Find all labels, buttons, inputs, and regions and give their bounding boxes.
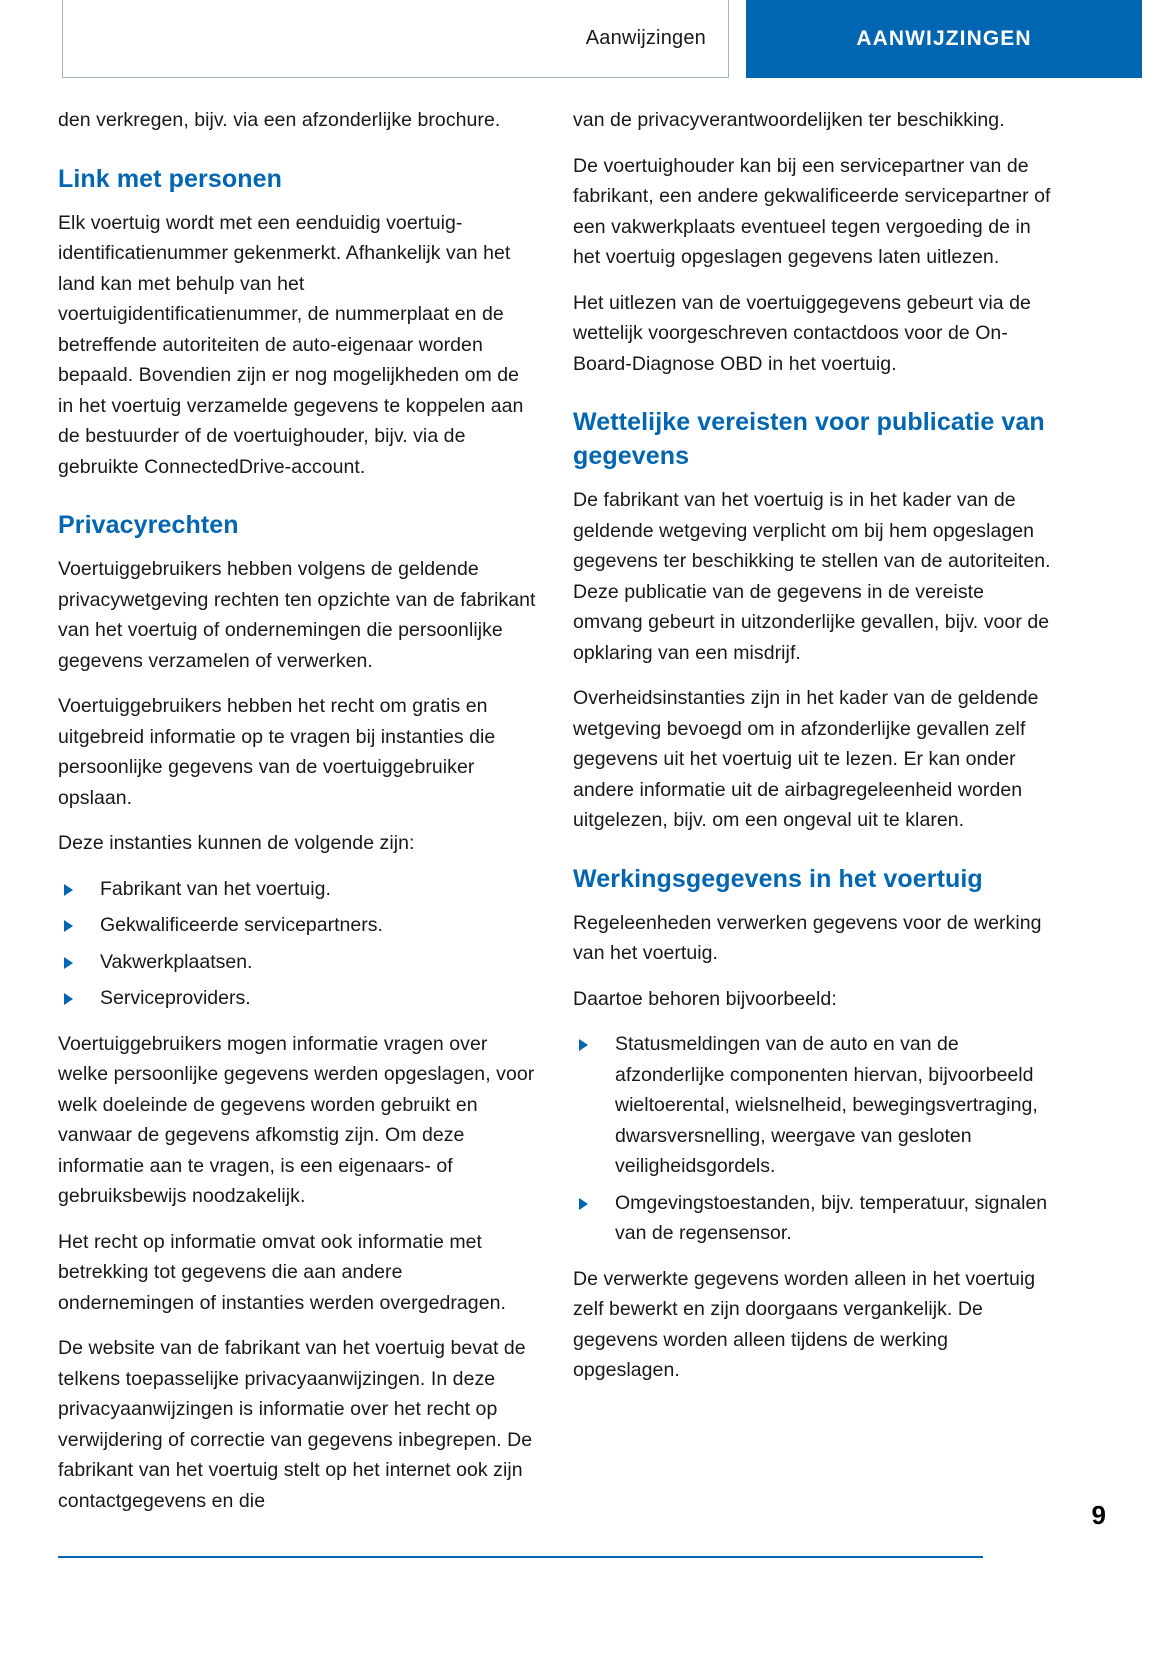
paragraph: Deze instanties kunnen de volgende zijn:	[58, 832, 415, 854]
paragraph: De fabrikant van het voertuig is in het kader van de geldende wetgeving verplicht om bij hem opgeslagen gegevens ter beschikking te stellen van de autoriteiten. Deze publicatie van de gegevens in de vereiste omvang gebeurt in uitzonderlijke gevallen, bijv. voor de opklaring van een misdrijf.	[573, 489, 1051, 664]
paragraph: Elk voertuig wordt met een eenduidig voertuig-identificatienummer gekenmerkt. Afhankelijk van het land kan met behulp van het voertuigidentificatienummer, de nummerplaat en de betreffende autoriteiten de auto-eigenaar worden bepaald. Bovendien zijn er nog mogelijkheden om de in het voertuig verzamelde gegevens te koppelen aan de bestuurder of de voertuighouder, bijv. via de gebruikte ConnectedDrive-account.	[58, 211, 524, 478]
paragraph: den verkregen, bijv. via een afzonderlijke brochure.	[58, 109, 501, 131]
footer-divider	[58, 1556, 983, 1558]
running-head-label: Aanwijzingen	[585, 27, 706, 49]
section-heading: Werkingsgegevens in het voertuig	[573, 864, 983, 893]
chapter-tab	[746, 0, 1142, 78]
bullet-list	[573, 1029, 1053, 1249]
list-item-label: Serviceproviders.	[100, 987, 251, 1009]
list-item	[58, 947, 538, 978]
list-item	[58, 910, 538, 941]
page-header	[0, 0, 1166, 80]
paragraph: Overheidsinstanties zijn in het kader van de geldende wetgeving bevoegd om in afzonderlijke gevallen zelf gegevens uit het voertuig uit te lezen. Er kan onder andere informatie uit de airbagregeleenheid worden uitgelezen, bijv. om een ongeval uit te klaren.	[573, 687, 1039, 831]
bullet-list	[58, 874, 538, 1014]
list-item-label: Omgevingstoestanden, bijv. temperatuur, signalen van de regensensor.	[615, 1191, 1048, 1244]
paragraph: De website van de fabrikant van het voertuig bevat de telkens toepasselijke privacyaanwijzingen. In deze privacyaanwijzingen is informatie over het recht op verwijdering of correctie van gegevens inbegrepen. De fabrikant van het voertuig stelt op het internet ook zijn contactgegevens en die	[58, 1337, 533, 1512]
column-left	[58, 105, 538, 1516]
bullet-triangle-icon	[64, 884, 73, 896]
bullet-triangle-icon	[579, 1198, 588, 1210]
paragraph: van de privacyverantwoordelijken ter beschikking.	[573, 109, 1005, 131]
chapter-tab-stripe	[1142, 0, 1145, 78]
paragraph: Het recht op informatie omvat ook informatie met betrekking tot gegevens die aan andere ondernemingen of instanties werden overgedragen.	[58, 1230, 506, 1314]
bullet-triangle-icon	[64, 957, 73, 969]
list-item	[58, 874, 538, 905]
bullet-triangle-icon	[579, 1039, 588, 1051]
paragraph: Voertuiggebruikers hebben volgens de geldende privacywetgeving rechten ten opzichte van de fabrikant van het voertuig of ondernemingen die persoonlijke gegevens verzamelen of verwerken.	[58, 558, 536, 672]
paragraph: Daartoe behoren bijvoorbeeld:	[573, 987, 837, 1010]
list-item-label: Vakwerkplaatsen.	[100, 950, 253, 973]
page-number: 9	[1091, 1500, 1106, 1530]
list-item-label: Fabrikant van het voertuig.	[100, 877, 331, 900]
bullet-triangle-icon	[64, 993, 73, 1005]
running-head-box	[62, 0, 729, 78]
paragraph: Voertuiggebruikers mogen informatie vragen over welke persoonlijke gegevens werden opgeslagen, voor welk doeleinde de gegevens worden gebruikt en vanwaar de gegevens afkomstig zijn. Om deze informatie aan te vragen, is een eigenaars- of gebruiksbewijs noodzakelijk.	[58, 1032, 535, 1207]
list-item-label: Gekwalificeerde servicepartners.	[100, 914, 383, 936]
list-item	[573, 1029, 1053, 1182]
column-right	[573, 105, 1053, 1386]
paragraph: Het uitlezen van de voertuiggegevens gebeurt via de wettelijk voorgeschreven contactdoos voor de On-Board-Diagnose OBD in het voertuig.	[573, 291, 1031, 375]
paragraph: Voertuiggebruikers hebben het recht om gratis en uitgebreid informatie op te vragen bij instanties die persoonlijke gegevens van de voertuiggebruiker opslaan.	[58, 695, 496, 809]
section-heading: Privacyrechten	[58, 511, 239, 539]
list-item-label: Statusmeldingen van de auto en van de afzonderlijke componenten hiervan, bijvoorbeeld wieltoerental, wielsnelheid, bewegingsvertraging, dwarsversnelling, weergave van gesloten veiligheidsgordels.	[615, 1033, 1038, 1177]
section-heading: Link met personen	[58, 164, 282, 193]
paragraph: De verwerkte gegevens worden alleen in het voertuig zelf bewerkt en zijn doorgaans vergankelijk. De gegevens worden alleen tijdens de werking opgeslagen.	[573, 1267, 1036, 1381]
list-item	[58, 983, 538, 1014]
section-heading: Wettelijke vereisten voor publicatie van gegevens	[573, 408, 1045, 470]
list-item	[573, 1188, 1053, 1249]
bullet-triangle-icon	[64, 920, 73, 932]
paragraph: De voertuighouder kan bij een servicepartner van de fabrikant, een andere gekwalificeerde servicepartner of een vakwerkplaats eventueel tegen vergoeding de in het voertuig opgeslagen gegevens laten uitlezen.	[573, 154, 1051, 268]
chapter-tab-label: AANWIJZINGEN	[856, 27, 1032, 50]
paragraph: Regeleenheden verwerken gegevens voor de werking van het voertuig.	[573, 911, 1042, 964]
